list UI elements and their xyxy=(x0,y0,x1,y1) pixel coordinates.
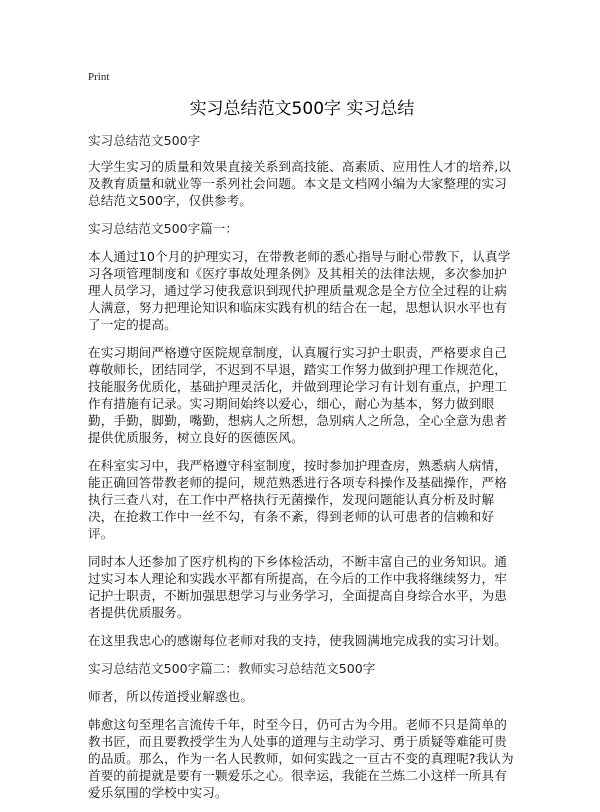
section1-heading: 实习总结范文500字篇一： xyxy=(88,221,238,236)
section1-paragraph-5: 在这里我忠心的感谢每位老师对我的支持，使我圆满地完成我的实习计划。 xyxy=(88,633,507,648)
section2-paragraph-1: 师者，所以传道授业解惑也。 xyxy=(88,689,254,704)
document-page xyxy=(88,70,516,812)
section2-heading: 实习总结范文500字篇二：教师实习总结范文500字 xyxy=(88,661,376,676)
section1-paragraph-3: 在科室实习中，我严格遵守科室制度，按时参加护理查房，熟悉病人病情，能正确回答带教老师的提问，规范熟悉进行各项专科操作及基础操作，严格执行三查八对，在工作中严格执行无菌操作，发现问题能认真分析及时解决，在抢救工作中一丝不勾，有条不紊，得到老师的认可患者的信赖和好评。 xyxy=(88,458,507,541)
intro-paragraph: 大学生实习的质量和效果直接关系到高技能、高素质、应用性人才的培养,以及教育质量和就业等一系列社会问题。本文是文档网小编为大家整理的实习总结范文500字，仅供参考。 xyxy=(88,159,511,208)
section1-paragraph-1: 本人通过10个月的护理实习，在带教老师的悉心指导与耐心带教下，认真学习各项管理制度和《医疗事故处理条例》及其相关的法律法规，多次参加护理人员学习，通过学习使我意识到现代护理质量观念是全方位全过程的让病人满意，努力把理论知识和临床实践有机的结合在一起，思想认识水平也有了一定的提高。 xyxy=(88,249,511,332)
document-subtitle: 实习总结范文500字 xyxy=(88,133,201,148)
page-title: 实习总结范文500字 实习总结 xyxy=(189,99,415,119)
print-label[interactable]: Print xyxy=(88,71,110,83)
section1-paragraph-4: 同时本人还参加了医疗机构的下乡体检活动，不断丰富自己的业务知识。通过实习本人理论和实践水平都有所提高，在今后的工作中我将继续努力，牢记护士职责，不断加强思想学习与业务学习，全面提高自身综合水平，为患者提供优质服务。 xyxy=(88,554,507,620)
section1-paragraph-2: 在实习期间严格遵守医院规章制度，认真履行实习护士职责，严格要求自己尊敬师长，团结同学，不迟到不早退，踏实工作努力做到护理工作规范化，技能服务优质化，基础护理灵活化，并做到理论学习有计划有重点，护理工作有措施有记录。实习期间始终以爱心，细心，耐心为基本，努力做到眼勤，手勤，脚勤，嘴勤，想病人之所想，急别病人之所急，全心全意为患者提供优质服务，树立良好的医德医风。 xyxy=(88,345,507,445)
section2-paragraph-2: 韩愈这句至理名言流传千年，时至今日，仍可古为今用。老师不只是简单的教书匠，而且要教授学生为人处事的道理与主动学习、勇于质疑等难能可贵的品质。那么，作为一名人民教师，如何实践之一亘古不变的真理呢?我认为首要的前提就是要有一颗爱乐之心。很幸运，我能在兰炼二小这样一所具有爱乐氛围的学校中实习。 xyxy=(88,717,514,800)
